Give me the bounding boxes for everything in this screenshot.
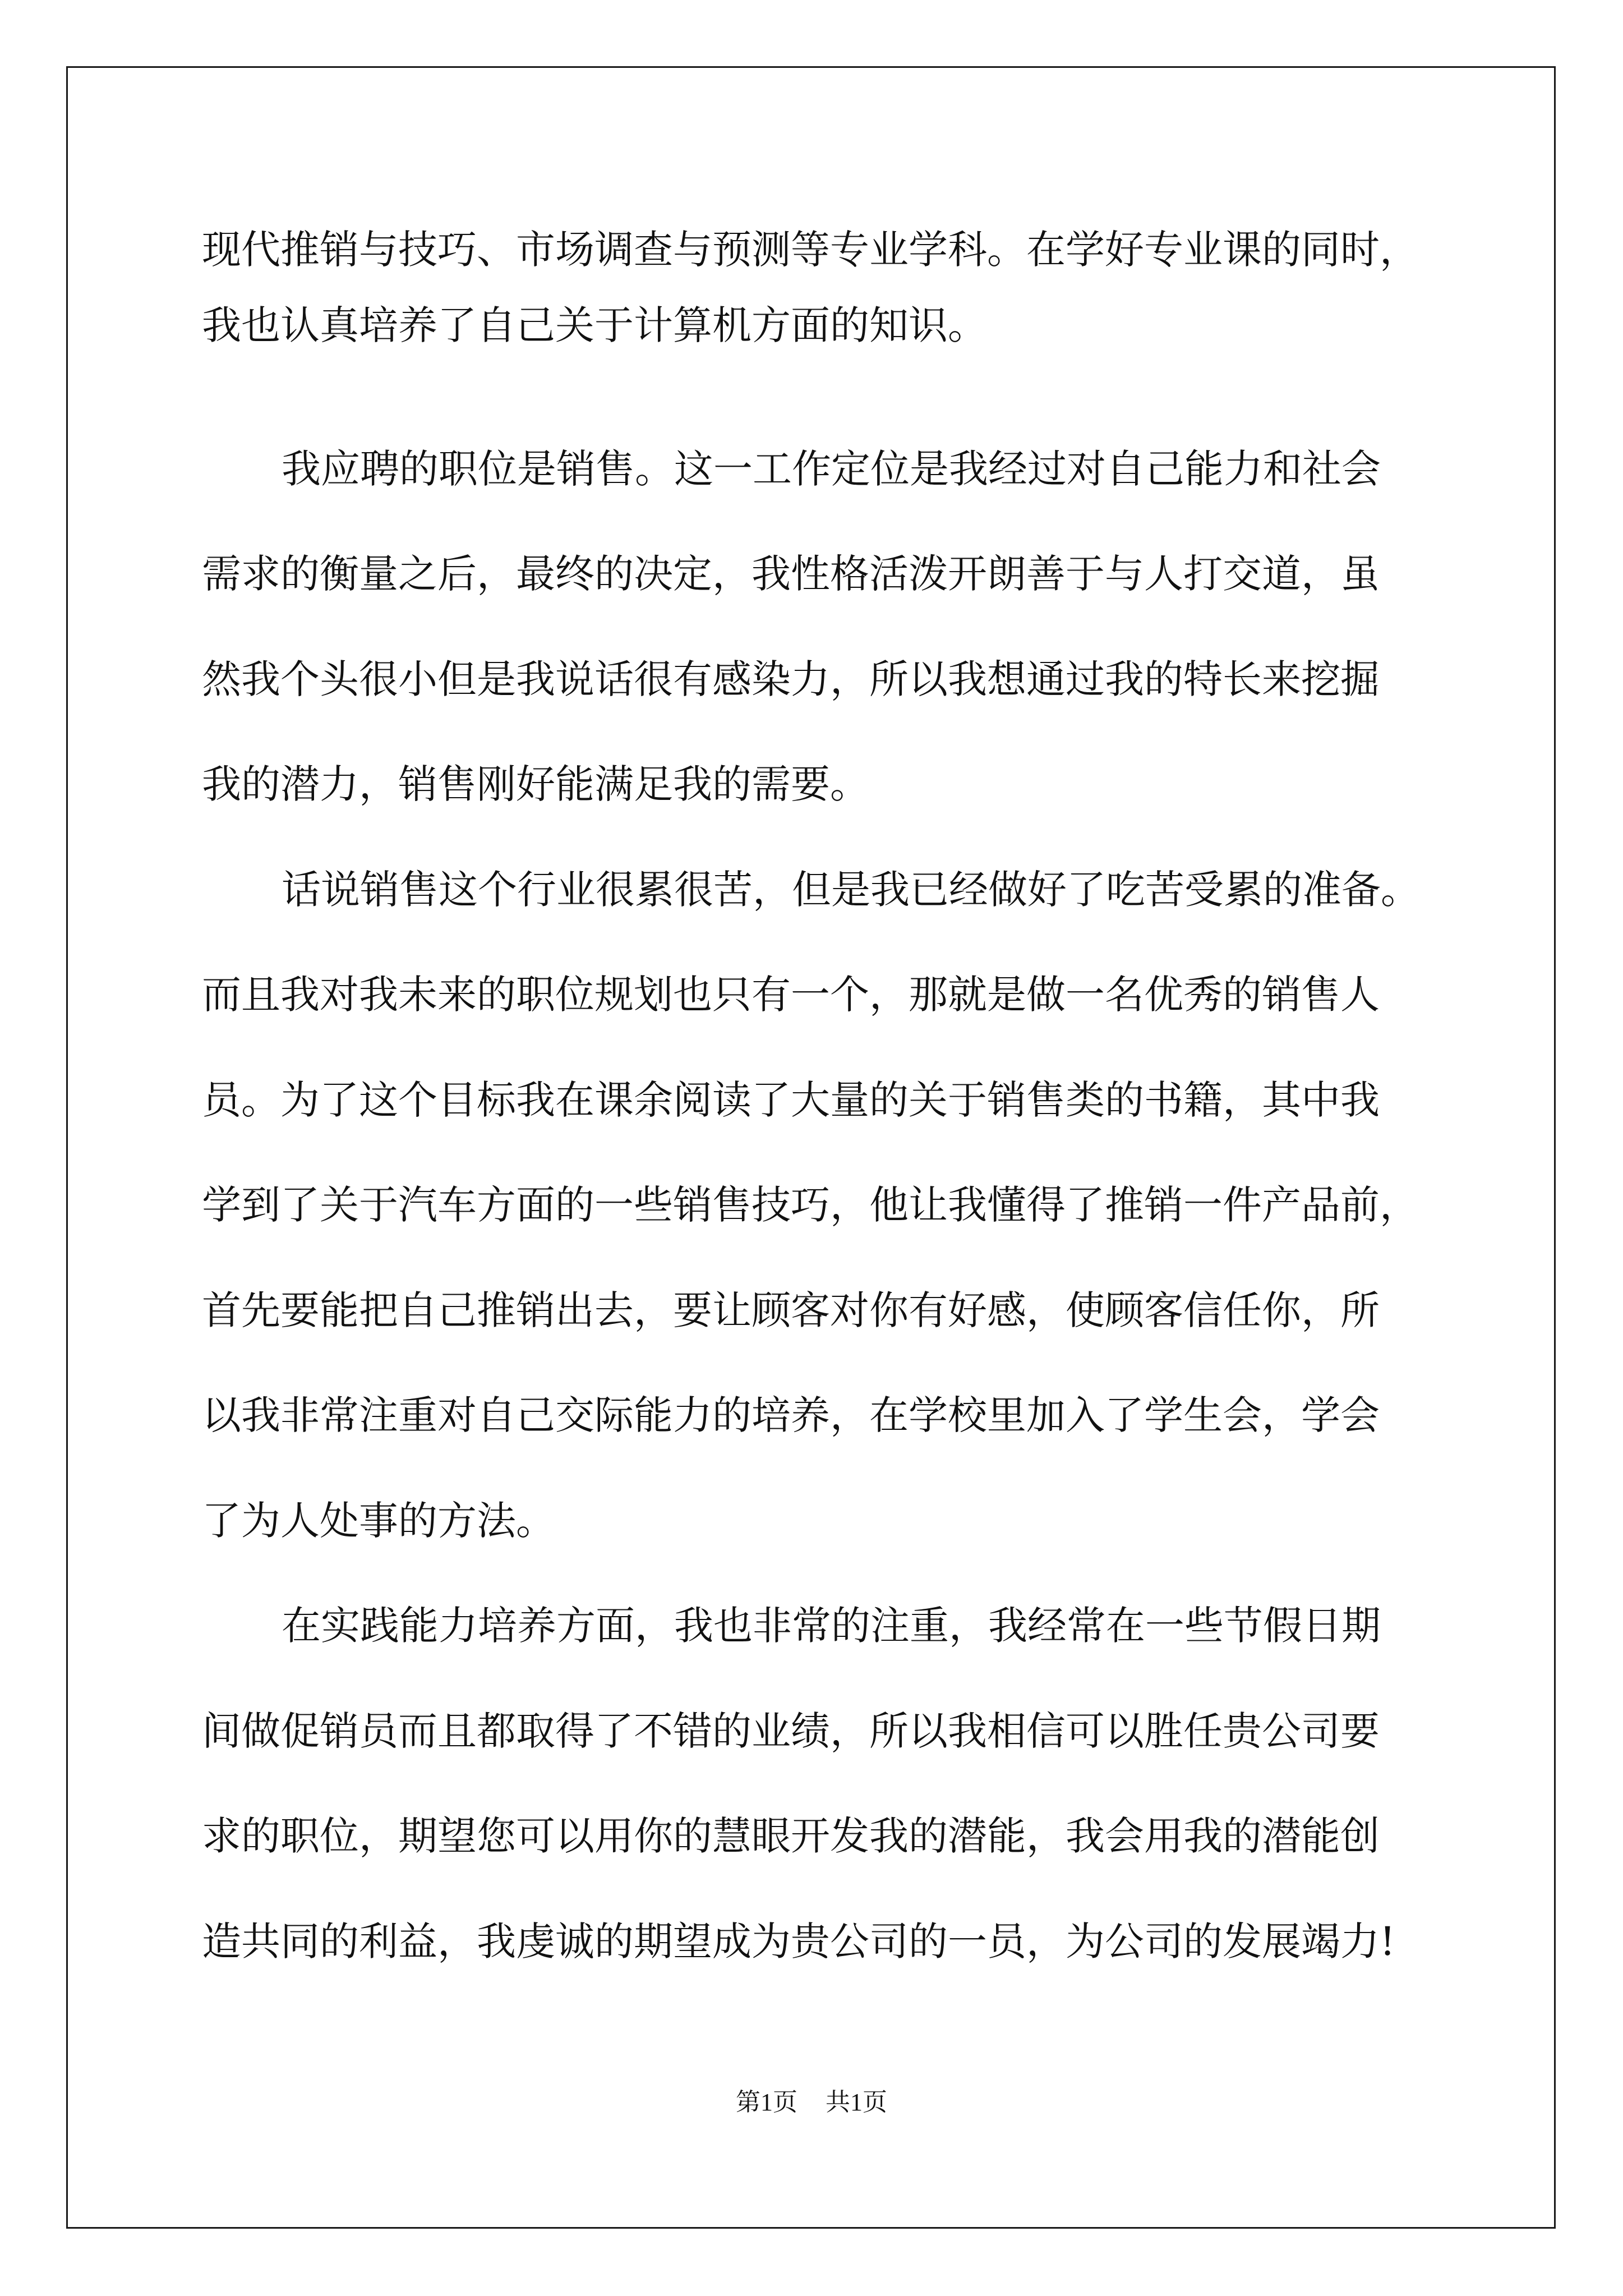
body-line-6: 我的潜力，销售刚好能满足我的需要。 (202, 761, 869, 807)
body-line-15: 间做促销员而且都取得了不错的业绩，所以我相信可以胜任贵公司要 (202, 1708, 1380, 1754)
page-number-current: 第1页 (736, 2088, 797, 2116)
page-border (66, 66, 1556, 2229)
page-footer (0, 2090, 1623, 2115)
body-line-13: 了为人处事的方法。 (202, 1498, 555, 1544)
body-line-11: 首先要能把自己推销出去，要让顾客对你有好感，使顾客信任你，所 (202, 1287, 1380, 1333)
body-line-16: 求的职位，期望您可以用你的慧眼开发我的潜能，我会用我的潜能创 (202, 1813, 1380, 1859)
body-line-5: 然我个头很小但是我说话很有感染力，所以我想通过我的特长来挖掘 (202, 656, 1380, 702)
body-line-12: 以我非常注重对自己交际能力的培养，在学校里加入了学生会，学会 (202, 1392, 1380, 1438)
body-line-8: 而且我对我未来的职位规划也只有一个，那就是做一名优秀的销售人 (202, 972, 1380, 1018)
body-line-2: 我也认真培养了自己关于计算机方面的知识。 (202, 302, 987, 348)
page-number-total: 共1页 (826, 2088, 887, 2116)
body-line-9: 员。为了这个目标我在课余阅读了大量的关于销售类的书籍，其中我 (202, 1077, 1380, 1123)
body-line-1: 现代推销与技巧、市场调查与预测等专业学科。在学好专业课的同时， (202, 227, 1419, 273)
body-line-17: 造共同的利益，我虔诚的期望成为贵公司的一员，为公司的发展竭力! (202, 1918, 1396, 1964)
body-line-10: 学到了关于汽车方面的一些销售技巧，他让我懂得了推销一件产品前， (202, 1182, 1419, 1228)
paragraph-2-line-1: 我应聘的职位是销售。这一工作定位是我经过对自己能力和社会 (282, 446, 1381, 492)
paragraph-4-line-1: 在实践能力培养方面，我也非常的注重，我经常在一些节假日期 (282, 1603, 1381, 1649)
body-line-4: 需求的衡量之后，最终的决定，我性格活泼开朗善于与人打交道，虽 (202, 551, 1380, 597)
paragraph-3-line-1: 话说销售这个行业很累很苦，但是我已经做好了吃苦受累的准备。 (282, 867, 1420, 913)
